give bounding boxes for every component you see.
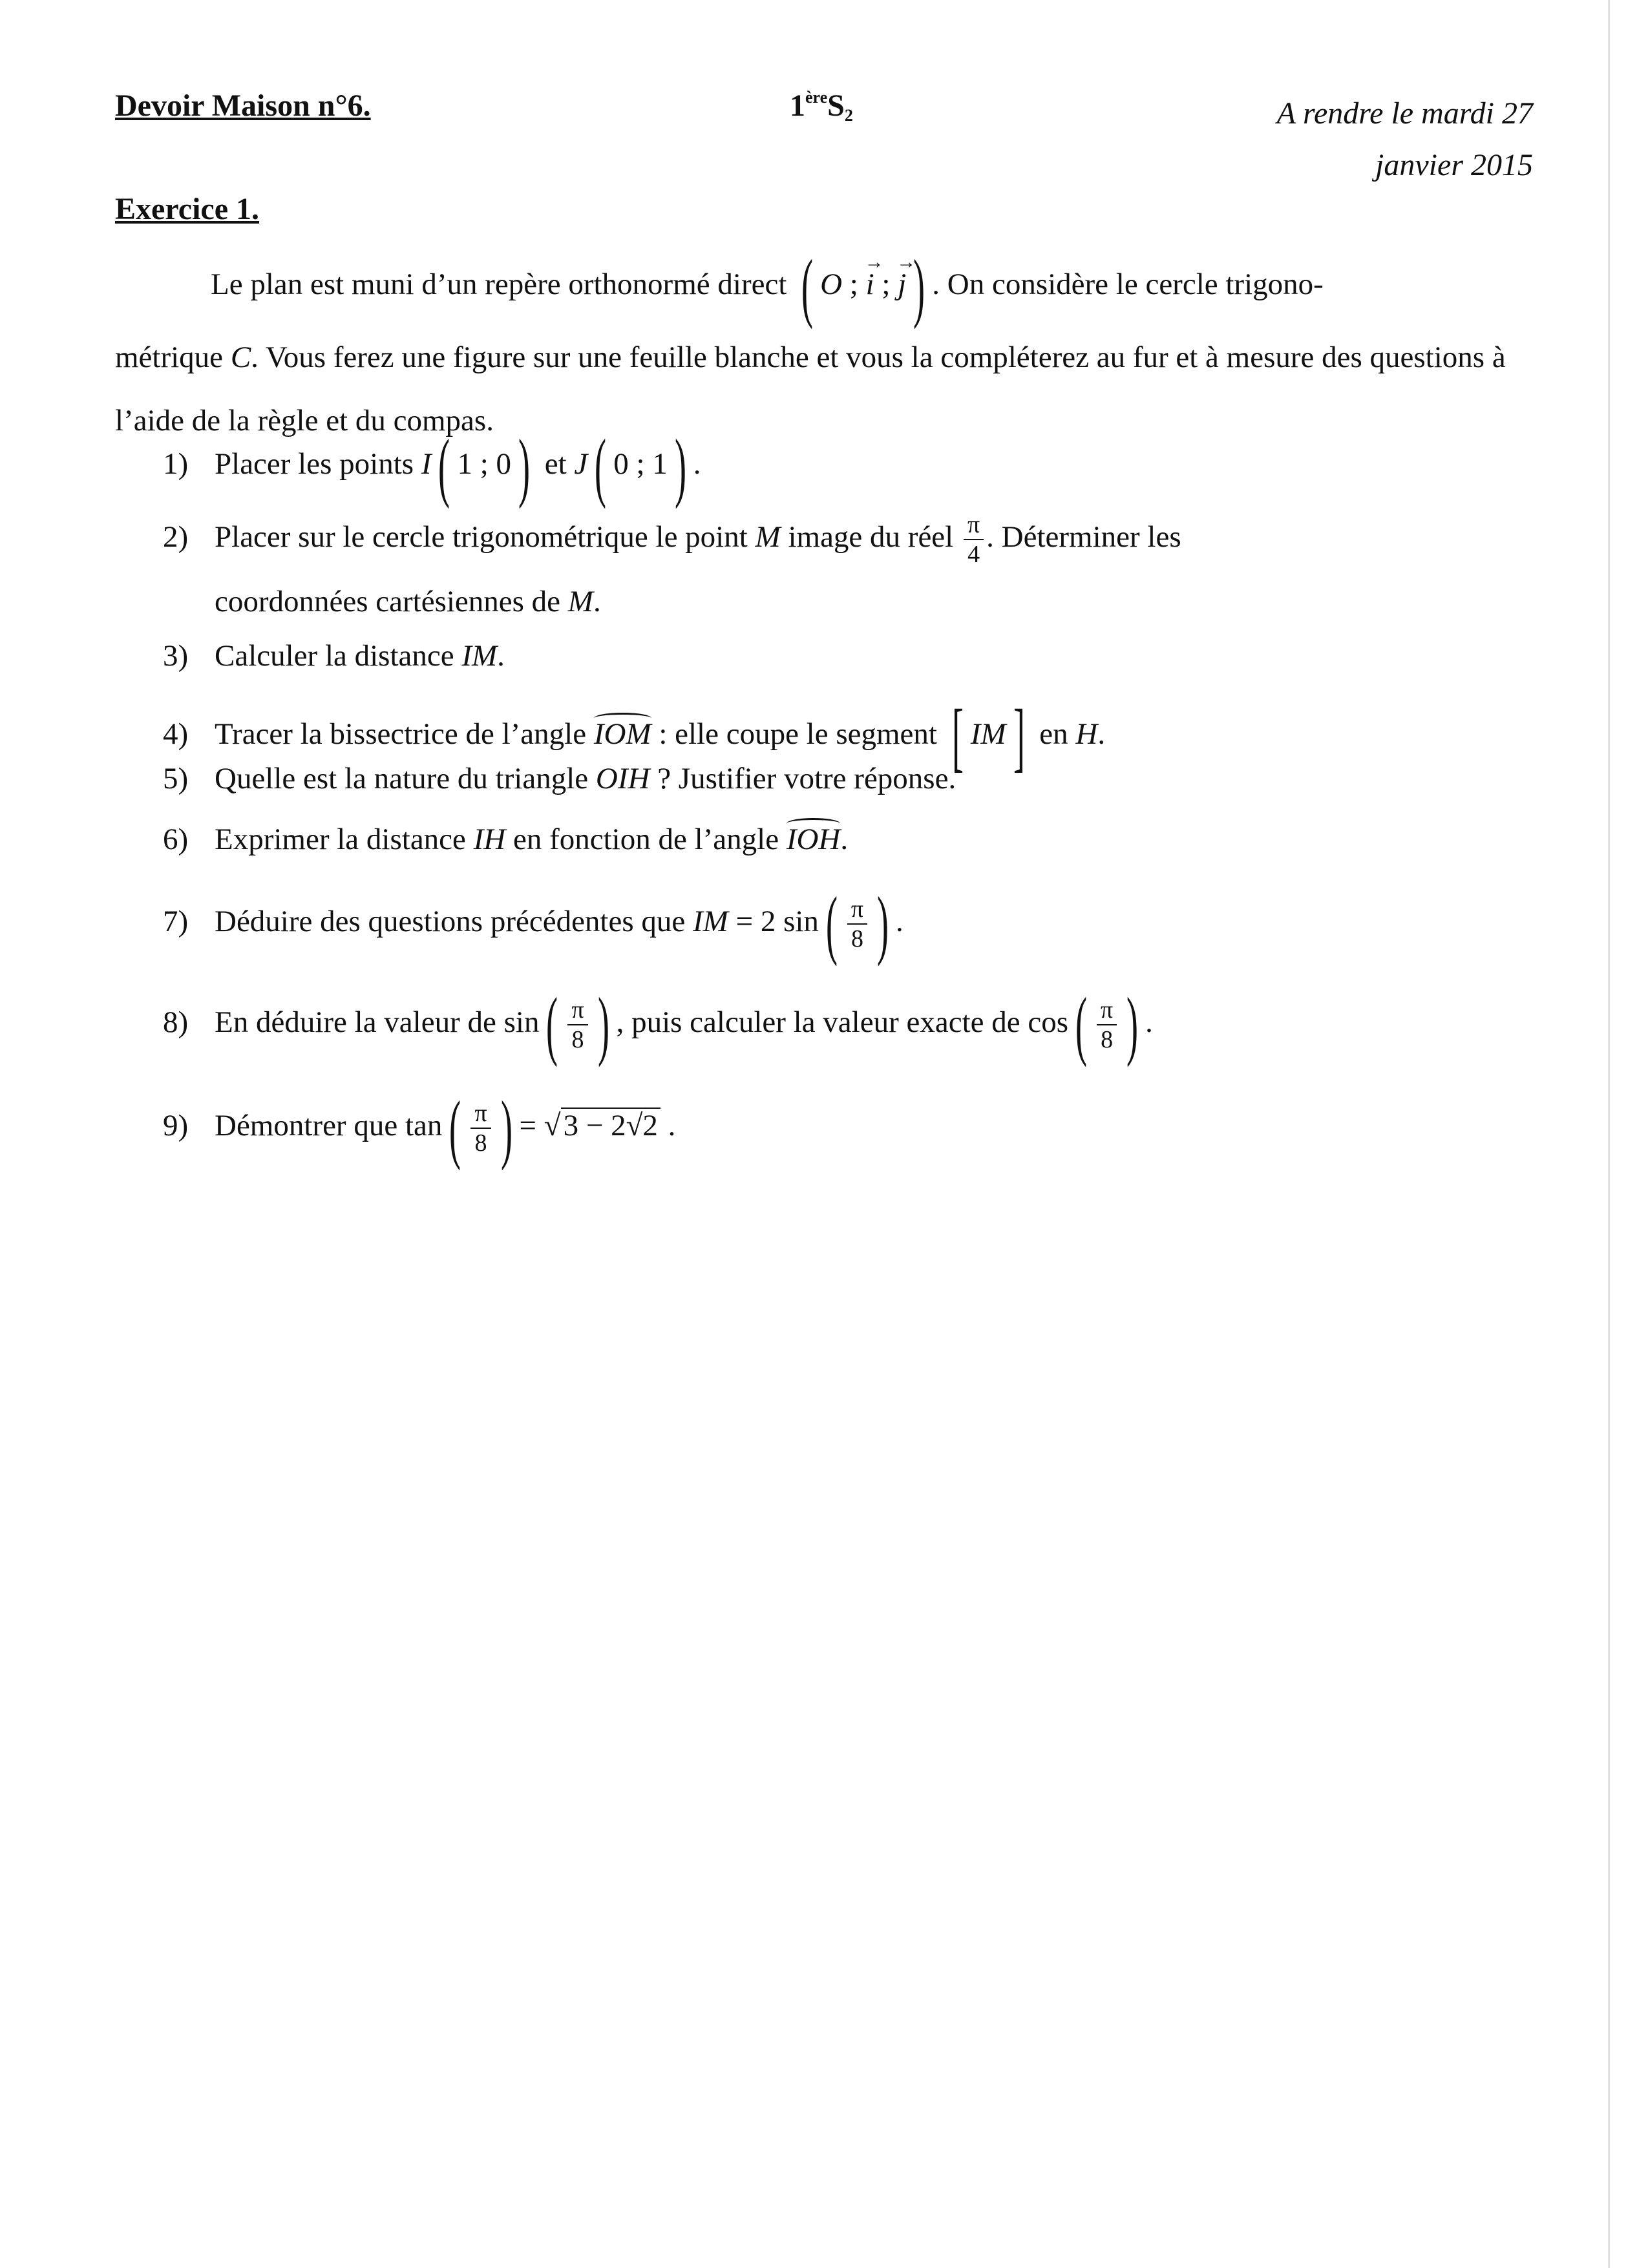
question-1: 1) Placer les points I( 1 ; 0) et J( 0 ; 1) . [163,423,701,509]
question-9: 9) Démontrer que tan( $\frac{\pi}{8}$ ) = √3 − 2√2 . [163,1085,676,1171]
angle-ioh: IOH [786,823,841,856]
question-2-continued: coordonnées cartésiennes de M. [215,585,601,618]
due-date-line-2: janvier 2015 [1375,148,1533,182]
exercise-intro: Le plan est muni d’un repère orthonormé direct ( O ; → i ; → j) . On considère le cercle trigono- métrique C. Vous ferez une figure sur une feuille blanche et vous la compléterez au fur et à mesure des questions à l’aide de la règle et du compas. [115,248,1517,452]
due-date [1277,88,1533,191]
question-5: 5) Quelle est la nature du triangle OIH ? Justifier votre réponse. [163,762,956,795]
vector-j: → j [898,253,906,316]
question-4: 4) Tracer la bissectrice de l’angle IOM : elle coupe le segment [ IM] en H. [163,693,1106,779]
question-7: 7) Déduire des questions précédentes que IM = 2 sin( $\frac{\pi}{8}$ ) . [163,881,903,967]
repere-o: O [820,267,843,301]
class-label: $1èreS_2$ [790,88,853,125]
scan-edge-line [1608,0,1610,2268]
due-date-line-1: A rendre le mardi 27 [1276,96,1533,131]
question-3: 3) Calculer la distance IM. [163,639,505,673]
question-2: 2) Placer sur le cercle trigonométrique le point M image du réel $\frac{\pi}{4}$ . Déterminer les [163,511,1181,568]
exercise-title: Exercice 1. [115,192,260,226]
question-6: 6) Exprimer la distance IH en fonction de l’angle IOH. [163,823,849,856]
angle-iom: IOM [593,717,651,751]
assignment-title: Devoir Maison n°6. [115,89,371,123]
question-8: 8) En déduire la valeur de sin( $\frac{\pi}{8}$ ) , puis calculer la valeur exacte de cos( $\frac{\pi}{8}$ ) . [163,982,1153,1067]
vector-i: → i [866,253,874,316]
fraction-pi-4: $\frac{\pi}{4}$ [964,510,984,569]
